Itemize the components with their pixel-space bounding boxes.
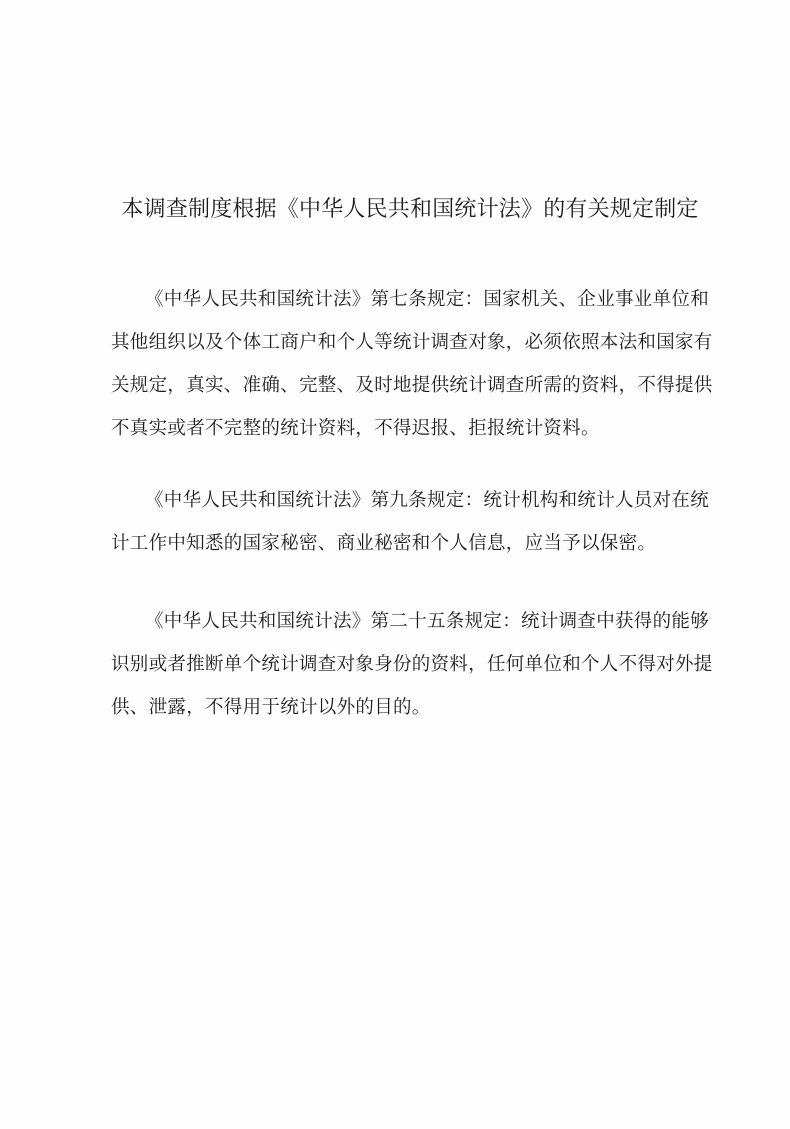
document-title: 本调查制度根据《中华人民共和国统计法》的有关规定制定 xyxy=(121,197,699,222)
paragraph-line: 识别或者推断单个统计调查对象身份的资料，任何单位和个人不得对外提 xyxy=(111,654,713,675)
paragraph-article-25 xyxy=(111,600,711,729)
paragraph-line: 关规定，真实、准确、完整、及时地提供统计调查所需的资料，不得提供 xyxy=(111,375,713,396)
paragraph-line: 计工作中知悉的国家秘密、商业秘密和个人信息，应当予以保密。 xyxy=(111,533,657,554)
paragraph-line: 供、泄露，不得用于统计以外的目的。 xyxy=(111,697,431,718)
paragraph-line: 《中华人民共和国统计法》第九条规定：统计机构和统计人员对在统 xyxy=(145,490,710,511)
paragraph-line: 《中华人民共和国统计法》第七条规定：国家机关、企业事业单位和 xyxy=(145,289,710,310)
paragraph-line: 不真实或者不完整的统计资料，不得迟报、拒报统计资料。 xyxy=(111,418,600,439)
paragraph-article-7 xyxy=(111,278,711,450)
paragraph-article-9 xyxy=(111,479,711,565)
paragraph-line: 其他组织以及个体工商户和个人等统计调查对象，必须依照本法和国家有 xyxy=(111,332,713,353)
paragraph-line: 《中华人民共和国统计法》第二十五条规定：统计调查中获得的能够 xyxy=(145,611,710,632)
